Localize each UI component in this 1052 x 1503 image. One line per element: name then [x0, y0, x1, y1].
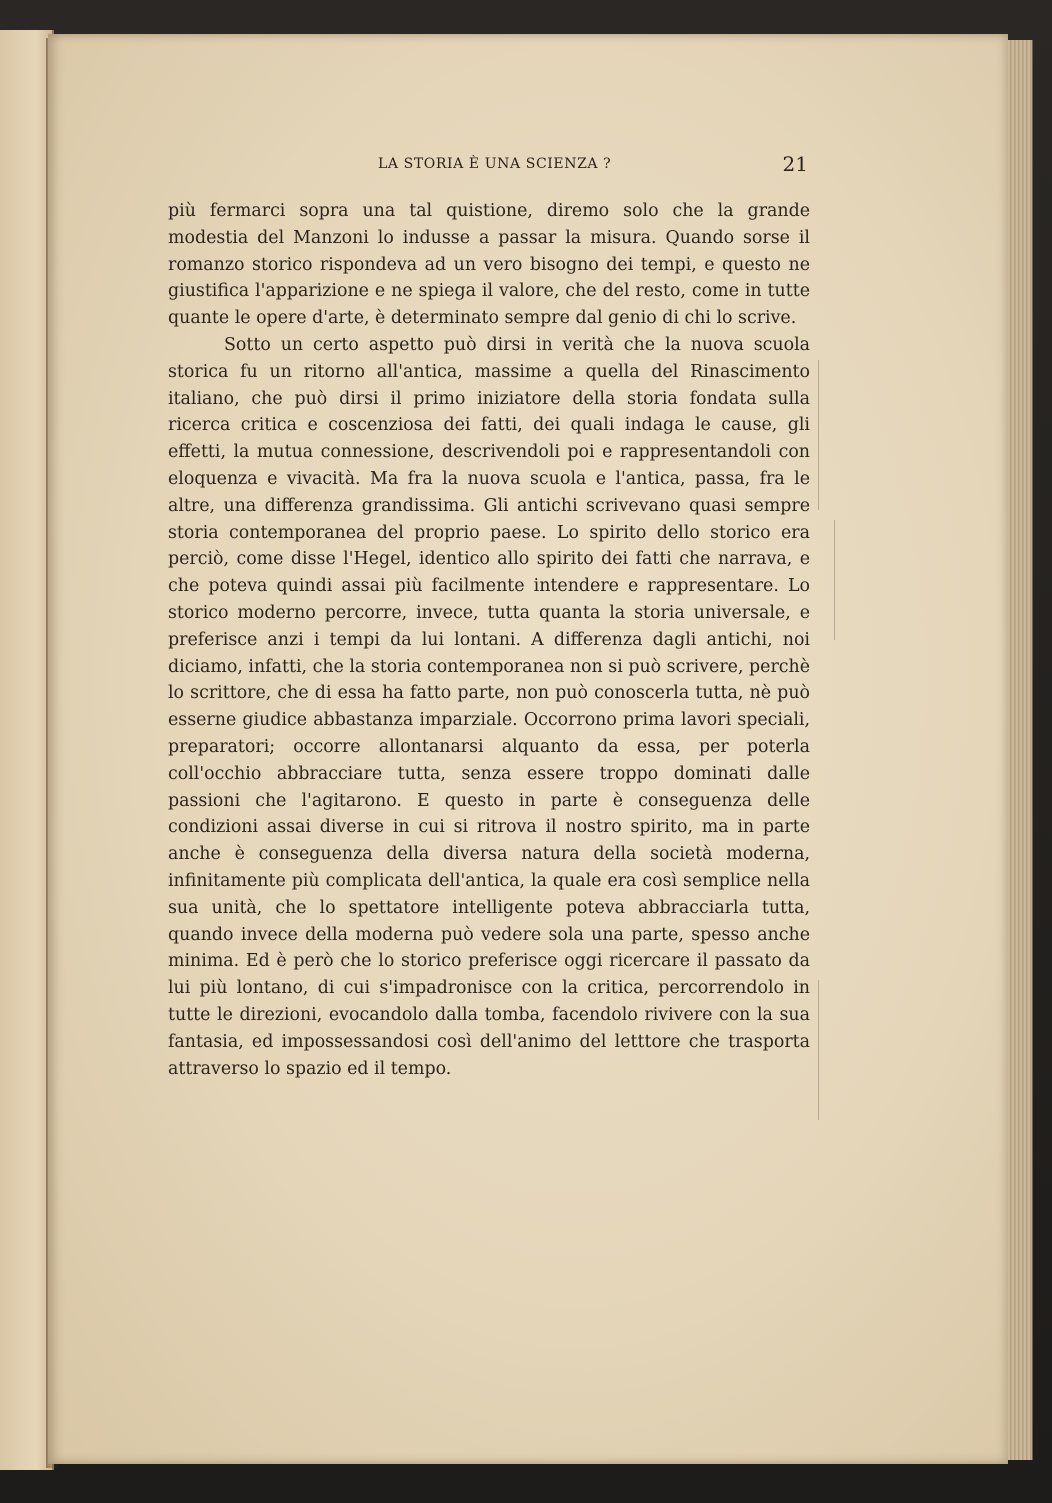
running-head	[378, 152, 808, 178]
paragraph-new-school: Sotto un certo aspetto può dirsi in verità che la nuova scuola storica fu un ritorno all'antica, massime a quella del Rinascimento italiano, che può dirsi il primo iniziatore della storia fondata sulla ricerca critica e coscenziosa dei fatti, dei quali indaga le cause, gli effetti, la mutua connessione, descrivendoli poi e rappresentandoli con eloquenza e vivacità. Ma fra la nuova scuola e l'antica, passa, fra le altre, una differenza grandissima. Gli antichi scrivevano quasi sempre storia contemporanea del proprio paese. Lo spirito dello storico era perciò, come disse l'Hegel, identico allo spirito dei fatti che narrava, e che poteva quindi assai più facilmente intendere e rappresentare. Lo storico moderno percorre, invece, tutta quanta la storia universale, e preferisce anzi i tempi da lui lontani. A differenza dagli antichi, noi diciamo, infatti, che la storia contemporanea non si può scrivere, perchè lo scrittore, che di essa ha fatto parte, non può conoscerla tutta, nè può esserne giudice abbastanza imparziale. Occorrono prima lavori speciali, preparatori; occorre allontanarsi alquanto da essa, per poterla coll'occhio abbracciare tutta, senza essere troppo dominati dalle passioni che l'agitarono. E questo in parte è conseguenza delle condizioni assai diverse in cui si ritrova il nostro spirito, ma in parte anche è conseguenza della diversa natura della società moderna, infinitamente più complicata dell'antica, la quale era così semplice nella sua unità, che lo spettatore intelligente poteva abbracciarla tutta, quando invece della moderna può vedere sola una parte, spesso anche minima. Ed è però che lo storico preferisce oggi ricercare il passato da lui più lontano, di cui s'impadronisce con la critica, percorrendolo in tutte le direzioni, evocandolo dalla tomba, facendolo rivivere con la sua fantasia, ed impossessandosi così dell'animo del letttore che trasporta attraverso lo spazio ed il tempo.	[168, 334, 810, 1079]
pencil-margin-mark	[818, 980, 819, 1120]
pencil-margin-mark	[834, 520, 835, 640]
running-head-title: LA STORIA È UNA SCIENZA ?	[378, 156, 612, 172]
page-number: 21	[782, 152, 808, 176]
paragraph-continuation: più fermarci sopra una tal quistione, diremo solo che la grande modestia del Manzoni lo indusse a passar la misura. Quando sorse il romanzo storico rispondeva ad un vero bisogno dei tempi, e questo ne giustifica l'apparizione e ne spiega il valore, che del resto, come in tutte quante le opere d'arte, è determinato sempre dal genio di chi lo scrive.	[168, 201, 810, 329]
body-text	[168, 198, 810, 1082]
pencil-margin-mark	[818, 360, 819, 510]
